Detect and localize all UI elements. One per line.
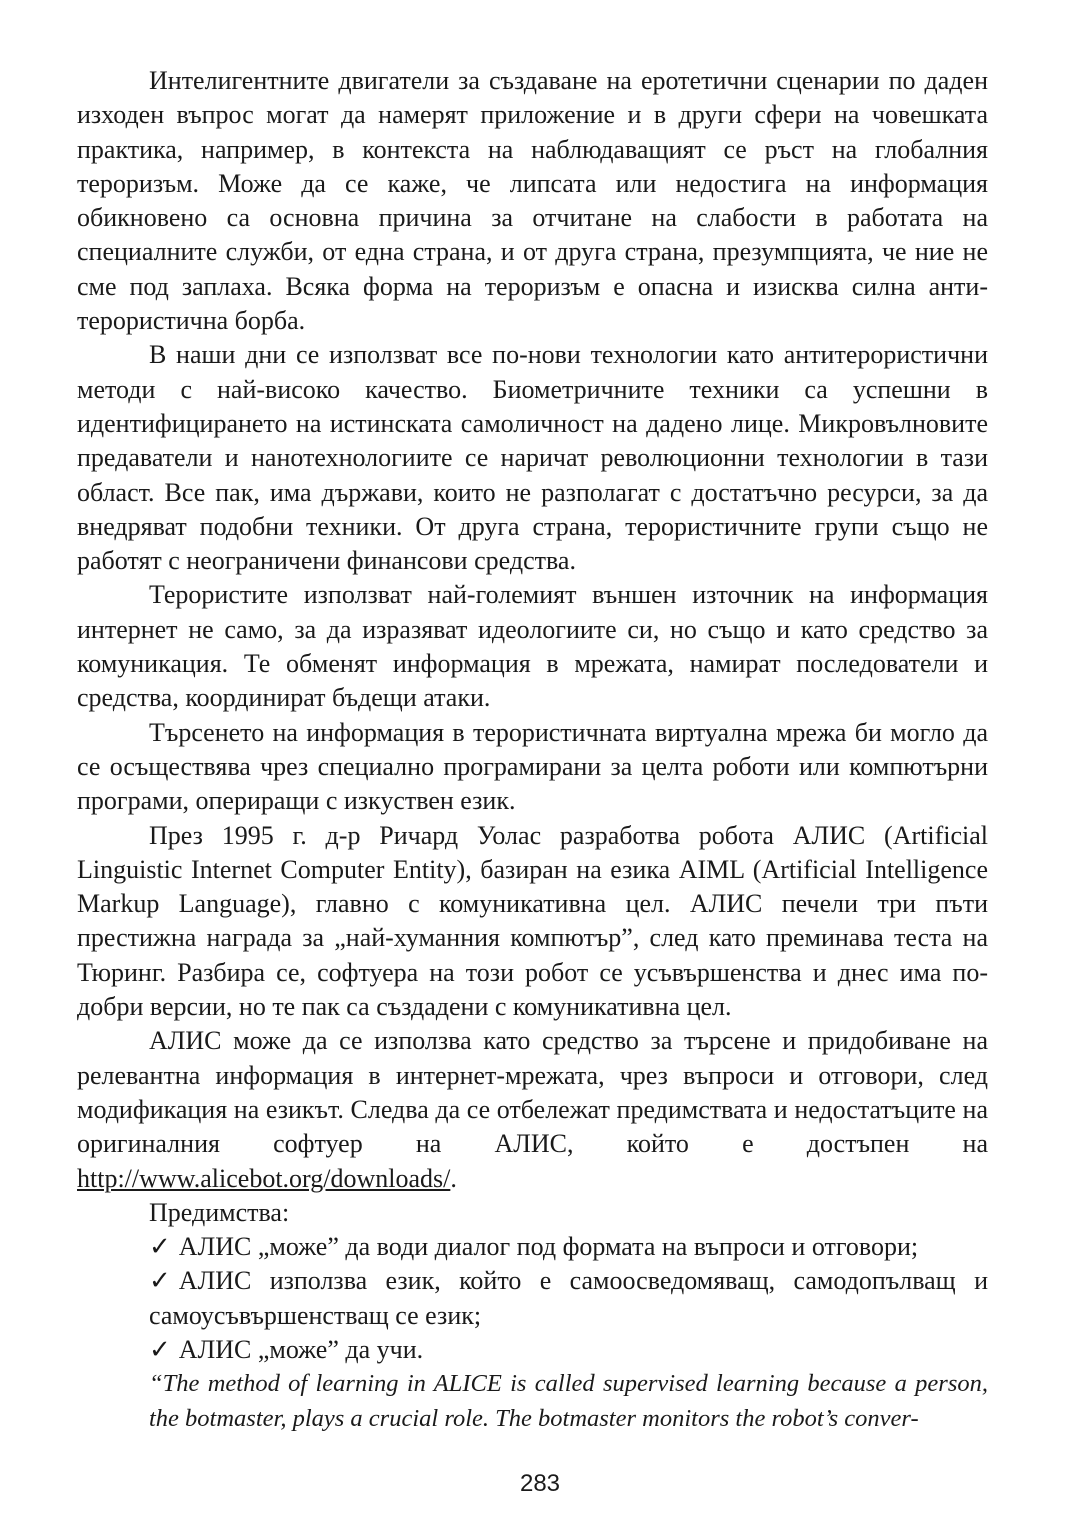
advantage-item [77, 1333, 988, 1367]
paragraph-1: Интелигентните двигатели за създаване на еротетични сценарии по даден изходен въпрос могат да намерят приложение и в други сфери на човешката практика, например, в контекста на наблюдаващият се ръст на глобалния тероризъм. Може да се каже, че липсата или недостига на информация обикновено са основна причина за отчитане на слабости в работата на специалните служби, от една страна, и от друга страна, презумпцията, че ние не сме под заплаха. Всяка форма на тероризъм е опасна и изисква силна анти-терористична борба. [77, 66, 988, 336]
advantage-text: АЛИС „може” да учи. [178, 1334, 424, 1364]
page-body [77, 64, 988, 1436]
advantage-text: АЛИС „може” да води диалог под формата на въпроси и отговори; [178, 1232, 919, 1262]
paragraph-6-end: . [450, 1163, 457, 1193]
paragraph-2: В наши дни се използват все по-нови технологии като антитерористични методи с най-високо качество. Биометричните техники са успешни в идентифицирането на истинската самоличност на дадено лице. Микровълновите предаватели и нанотехнологиите се наричат революционни технологии в тази област. Все пак, има държави, които не разполагат с достатъчно ресурси, за да внедряват подобни техники. От друга страна, терористичните групи също не работят с неограничени финансови средства. [77, 340, 988, 576]
checkmark-icon: ✓ [149, 1334, 171, 1364]
paragraph-6 [77, 1024, 988, 1195]
paragraph-4: Търсенето на информация в терористичната виртуална мрежа би могло да се осъществява чрез специално програмирани за целта роботи или компютърни програми, опериращи с изкуствен език. [77, 717, 988, 816]
checkmark-icon: ✓ [149, 1266, 171, 1296]
advantage-item [77, 1230, 988, 1264]
paragraph-3: Терористите използват най-големият външен източник на информация интернет не само, за да изразяват идеологиите си, но също и като средство за комуникация. Те обменят информация в мрежата, намират последователи и средства, координират бъдещи атаки. [77, 580, 988, 713]
alice-quote: “The method of learning in ALICE is called supervised learning because a person, the botmaster, plays a crucial role. The botmaster monitors the robot’s conver- [149, 1370, 988, 1432]
advantages-heading: Предимства: [149, 1197, 290, 1227]
alicebot-downloads-link[interactable]: http://www.alicebot.org/downloads/ [77, 1163, 451, 1193]
advantage-text: АЛИС използва език, който е самоосведомяващ, самодопълващ и самоусъвършенстващ се език; [149, 1266, 988, 1330]
page-number: 283 [519, 1470, 561, 1497]
advantage-item [77, 1264, 988, 1333]
checkmark-icon: ✓ [149, 1232, 171, 1262]
paragraph-5: През 1995 г. д-р Ричард Уолас разработва робота АЛИС (Artificial Linguistic Internet Computer Entity), базиран на езика AIML (Artificial Intelligence Markup Language), главно с комуникативна цел. АЛИС печели три пъти престижна награда за „най-хуманния компютър”, след като преминава теста на Тюринг. Разбира се, софтуера на този робот се усъвършенства и днес има по-добри версии, но те пак са създадени с комуникативна цел. [77, 820, 988, 1022]
paragraph-6-text: АЛИС може да се използва като средство за търсене и придобиване на релевантна информация в интернет-мрежата, чрез въпроси и отговори, след модификация на езикът. Следва да се отбележат предимствата и недостатъците на оригиналния софтуер на АЛИС, който е достъпен на [77, 1026, 988, 1159]
